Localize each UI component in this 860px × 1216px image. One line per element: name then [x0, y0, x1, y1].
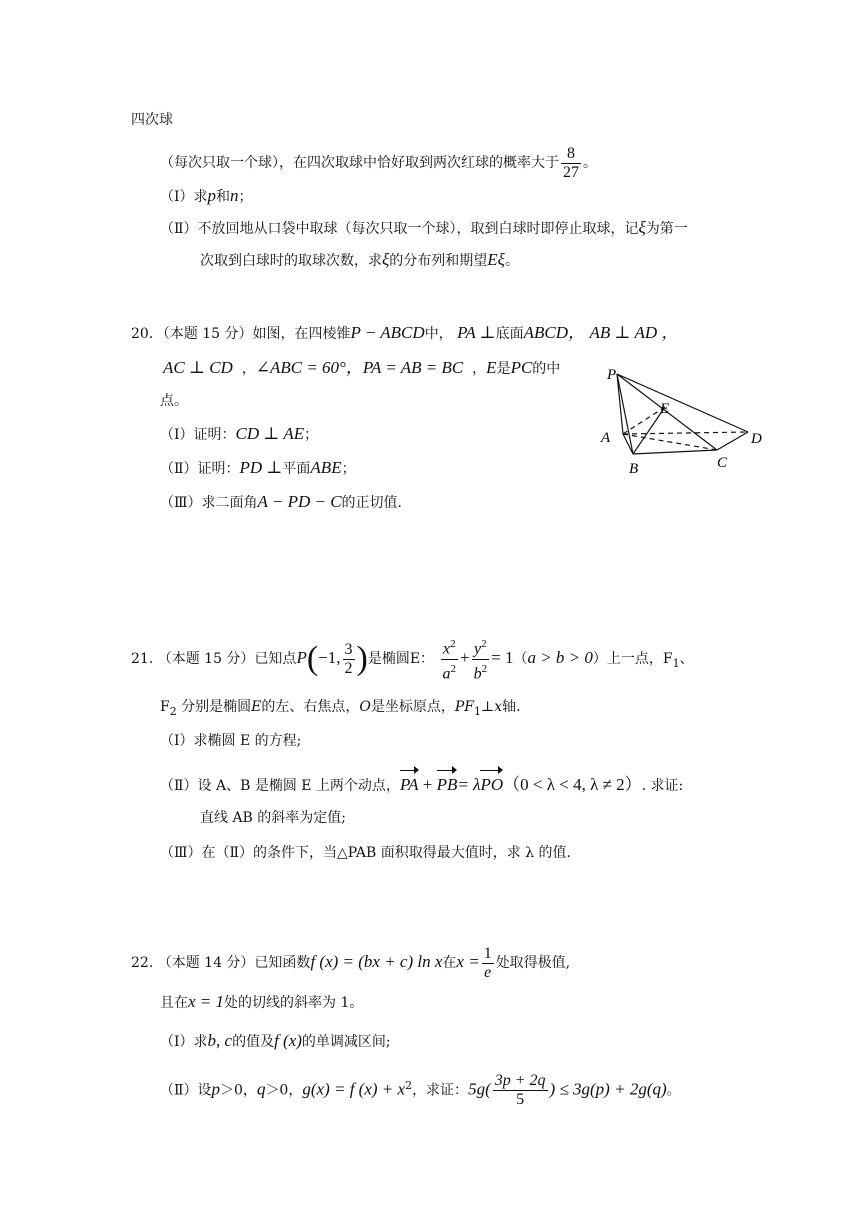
q22-line-2: 且在x = 1处的切线的斜率为 1。 — [160, 992, 364, 1011]
q19-part-2: （Ⅱ）不放回地从口袋中取球（每次只取一个球），取到白球时即停止取球，记ξ为第一 — [160, 218, 688, 237]
q20-line-2: AC ⊥ CD ，∠ABC = 60°，PA = AB = BC ，E是PC的中 — [163, 358, 561, 377]
pyramid-figure — [595, 362, 770, 480]
q22-line-1: 22. （本题 14 分）已知函数f (x) = (bx + c) ln x在x = $\frac{1}{e}$ 处取得极值, — [131, 944, 571, 981]
q21-part-3: （Ⅲ）在（Ⅱ）的条件下，当△PAB 面积取得最大值时，求 λ 的值. — [160, 845, 571, 861]
q20-line-3: 点。 — [160, 393, 188, 409]
label-B: B — [629, 461, 639, 477]
q21-line-2: $F_2$ 分别是椭圆E的左、右焦点，O是坐标原点，$PF_1\perp x$轴. — [160, 699, 521, 718]
label-P: P — [607, 367, 617, 383]
q19-line-1: 四次球 — [131, 112, 173, 128]
q20-part-1: （Ⅰ）证明：CD ⊥ AE； — [160, 424, 319, 443]
q21-part-1: （Ⅰ）求椭圆 E 的方程; — [160, 733, 302, 749]
q20-part-2: （Ⅱ）证明：PD ⊥平面ABE； — [160, 458, 356, 477]
q21-part-2: （Ⅱ）设 A、B 是椭圆 E 上两个动点，PA + PB= λPO（0 < λ < 4, λ ≠ 2）. 求证: — [160, 768, 683, 794]
q22-part-2: （Ⅱ）设p＞0，q＞0，g(x) = f $(x) + x^2$，求证：5g( $\frac{3p + 2q}{5}$ ) ≤ 3g(p) + 2g(q)。 — [160, 1072, 681, 1109]
label-A: A — [601, 430, 611, 446]
label-E: E — [660, 401, 670, 417]
label-D: D — [751, 431, 762, 447]
q20-part-3: （Ⅲ）求二面角A − PD − C的正切值. — [160, 492, 402, 511]
q20-line-1: 20．（本题 15 分）如图，在四棱锥P − ABCD中， PA ⊥底面ABCD， AB ⊥ AD ， — [131, 323, 679, 342]
q22-part-1: （Ⅰ）求b, c的值及f (x)的单调减区间; — [160, 1031, 391, 1050]
q19-part-2-cont: 次取到白球时的取球次数，求ξ的分布列和期望Eξ。 — [200, 250, 519, 269]
q21-line-1: 21. （本题 15 分）已知点P(−1, $\frac{3}{2}$ )是椭圆E： $\frac{x^2}{a^2}$ + $\frac{y^2}{b^2}$ = 1（a > b > 0）上一点，$F_1$、 — [131, 633, 694, 683]
label-C: C — [717, 455, 728, 471]
fraction-8-27: $\frac{8}{27}$ — [563, 144, 579, 181]
q19-line-2: （每次只取一个球），在四次取球中恰好取到两次红球的概率大于 $\frac{8}{27}$ 。 — [160, 144, 597, 181]
q21-part-2-cont: 直线 AB 的斜率为定值; — [200, 810, 347, 826]
q19-part-1: （Ⅰ）求p和n； — [160, 186, 253, 205]
